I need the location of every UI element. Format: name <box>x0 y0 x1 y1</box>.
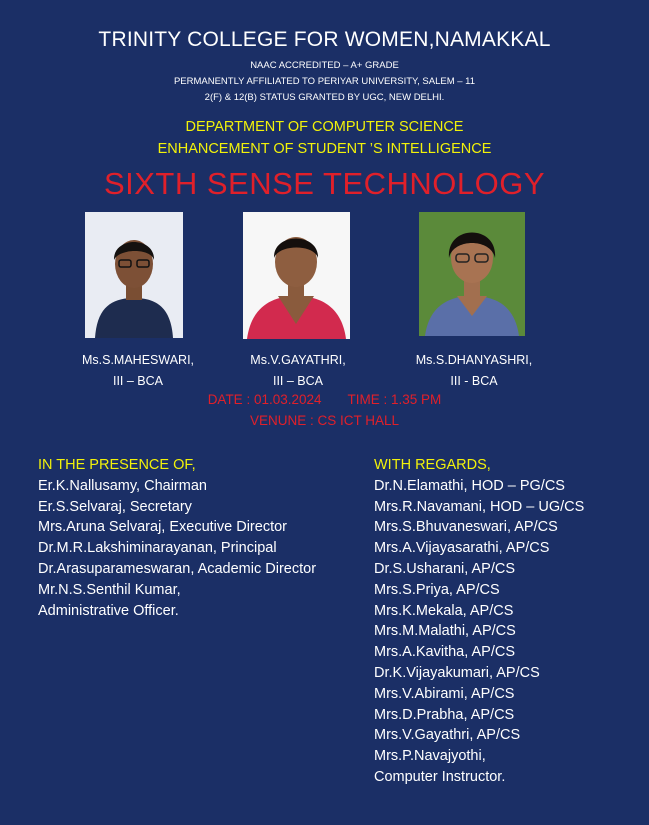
regards-person: Computer Instructor. <box>374 768 506 785</box>
student-photo-1 <box>85 212 183 338</box>
event-time: TIME : 1.35 PM <box>347 392 442 407</box>
presence-person: Administrative Officer. <box>38 602 179 619</box>
student-caption-1 <box>58 350 218 392</box>
regards-section <box>374 455 584 788</box>
student-photo-2 <box>243 212 350 339</box>
regards-person: Dr.N.Elamathi, HOD – PG/CS <box>374 477 565 494</box>
presence-person: Mrs.Aruna Selvaraj, Executive Director <box>38 519 287 536</box>
event-date: DATE : 01.03.2024 <box>207 392 322 407</box>
regards-heading: WITH REGARDS, <box>374 457 491 473</box>
event-title: SIXTH SENSE TECHNOLOGY <box>103 166 546 201</box>
regards-person: Mrs.P.Navajyothi, <box>374 748 486 765</box>
regards-person: Mrs.A.Kavitha, AP/CS <box>374 644 516 661</box>
student-caption-2 <box>218 350 378 392</box>
presence-person: Dr.Arasuparameswaran, Academic Director <box>38 560 317 577</box>
presence-heading: IN THE PRESENCE OF, <box>38 457 196 473</box>
student-class: III - BCA <box>450 374 498 388</box>
college-name: TRINITY COLLEGE FOR WOMEN,NAMAKKAL <box>98 28 551 51</box>
presence-person: Er.K.Nallusamy, Chairman <box>38 477 207 494</box>
regards-person: Dr.K.Vijayakumari, AP/CS <box>374 664 540 681</box>
event-datetime <box>0 389 649 410</box>
header-line: 2(F) & 12(B) STATUS GRANTED BY UGC, NEW DELHI. <box>204 92 445 103</box>
student-caption-3 <box>394 350 554 392</box>
student-class: III – BCA <box>272 374 324 388</box>
student-name: Ms.V.GAYATHRI, <box>250 353 346 367</box>
regards-person: Mrs.D.Prabha, AP/CS <box>374 706 515 723</box>
college-accreditation <box>0 58 649 106</box>
header-line: PERMANENTLY AFFILIATED TO PERIYAR UNIVERSITY, SALEM – 11 <box>173 76 476 87</box>
presence-person: Mr.N.S.Senthil Kumar, <box>38 581 181 598</box>
event-venue: VENUNE : CS ICT HALL <box>249 413 400 428</box>
student-name: Ms.S.DHANYASHRI, <box>415 353 533 367</box>
presence-section <box>38 455 316 621</box>
regards-person: Mrs.A.Vijayasarathi, AP/CS <box>374 540 550 557</box>
department-name: DEPARTMENT OF COMPUTER SCIENCE <box>185 119 464 135</box>
regards-person: Dr.S.Usharani, AP/CS <box>374 560 516 577</box>
student-photo-3 <box>419 212 525 336</box>
presence-person: Dr.M.R.Lakshiminarayanan, Principal <box>38 540 277 557</box>
regards-person: Mrs.V.Abirami, AP/CS <box>374 685 515 702</box>
regards-person: Mrs.R.Navamani, HOD – UG/CS <box>374 498 585 515</box>
program-name: ENHANCEMENT OF STUDENT ’S INTELLIGENCE <box>157 141 492 157</box>
regards-person: Mrs.S.Priya, AP/CS <box>374 581 500 598</box>
header-line: NAAC ACCREDITED – A+ GRADE <box>250 60 399 71</box>
presence-person: Er.S.Selvaraj, Secretary <box>38 498 192 515</box>
regards-person: Mrs.S.Bhuvaneswari, AP/CS <box>374 519 558 536</box>
regards-person: Mrs.K.Mekala, AP/CS <box>374 602 514 619</box>
regards-person: Mrs.M.Malathi, AP/CS <box>374 623 516 640</box>
student-class: III – BCA <box>112 374 164 388</box>
regards-person: Mrs.V.Gayathri, AP/CS <box>374 727 521 744</box>
student-name: Ms.S.MAHESWARI, <box>81 353 195 367</box>
